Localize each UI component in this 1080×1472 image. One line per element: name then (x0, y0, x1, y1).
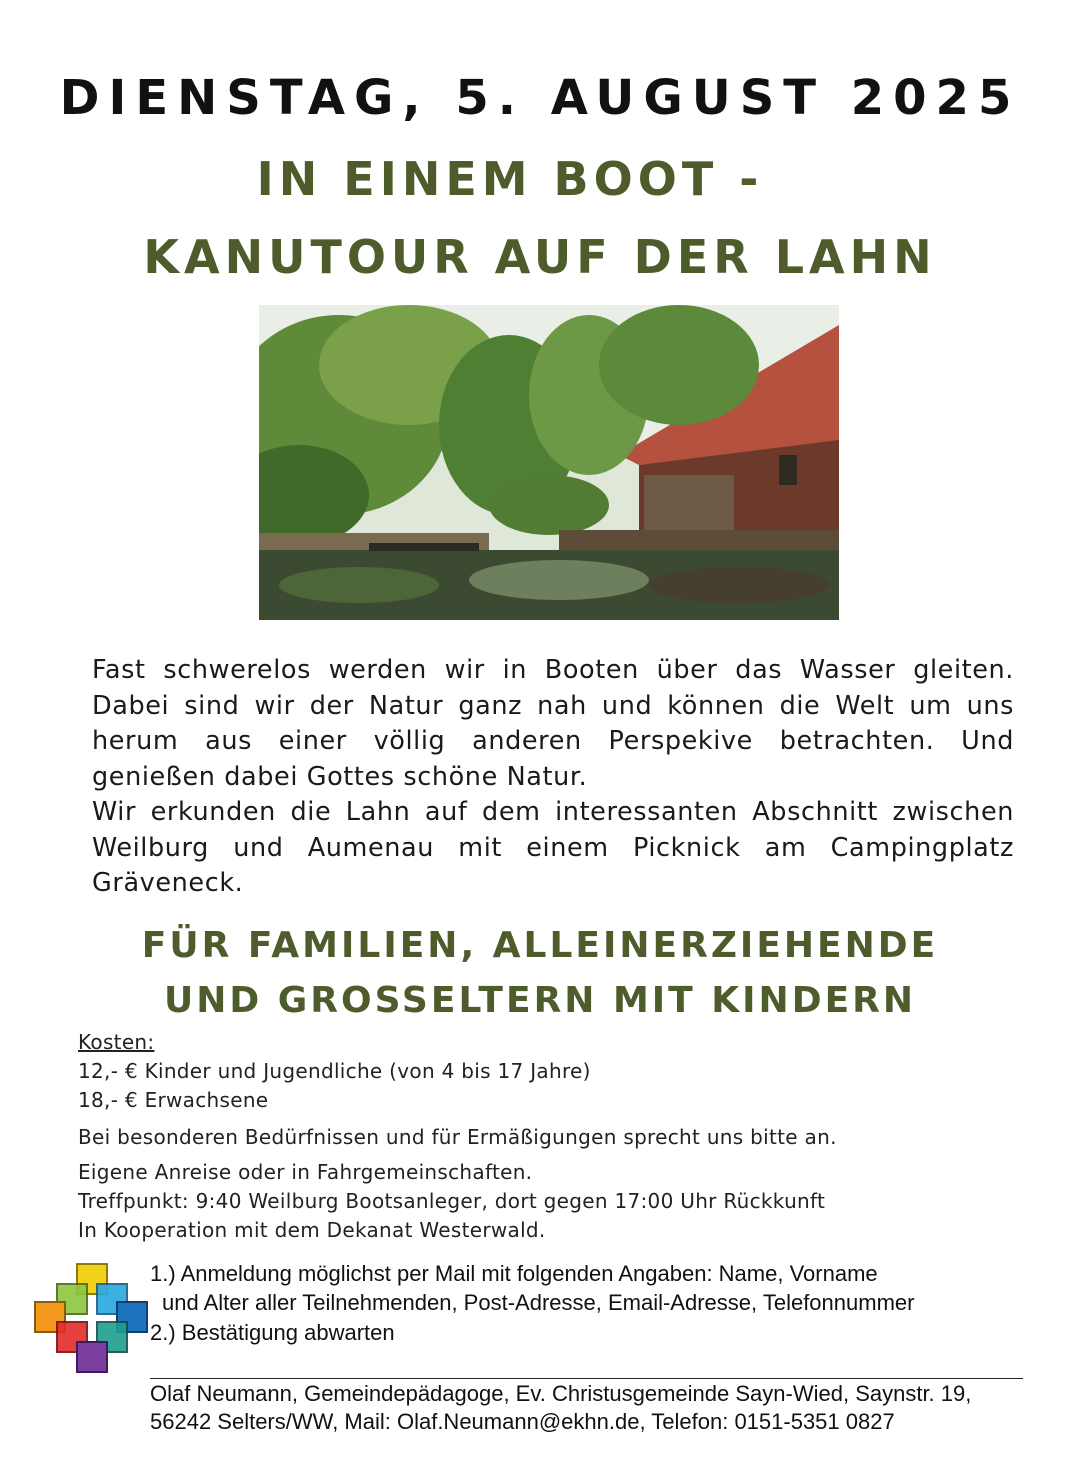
divider-line (150, 1378, 1023, 1379)
event-title-line2: KANUTOUR AUF DER LAHN (143, 230, 937, 284)
registration-step1-line2: und Alter aller Teilnehmenden, Post-Adresse, Email-Adresse, Telefonnummer (162, 1290, 915, 1315)
target-group-line1: FÜR FAMILIEN, ALLEINERZIEHENDE (141, 925, 939, 966)
travel-note: Eigene Anreise oder in Fahrgemeinschaften. (78, 1160, 533, 1184)
canal-landscape-photo (259, 305, 839, 620)
registration-step1-line1: 1.) Anmeldung möglichst per Mail mit folgenden Angaben: Name, Vorname (150, 1261, 878, 1286)
target-group-line2: UND GROSSELTERN MIT KINDERN (163, 980, 917, 1021)
intro-paragraph-1: Fast schwerelos werden wir in Booten über das Wasser gleiten. Dabei sind wir der Natur ganz nah und können die Welt um uns herum aus einer völlig anderen Perspekive betrachten. Und genießen dabei Gottes schöne Natur. (92, 655, 1014, 792)
cost-adults: 18,- € Erwachsene (78, 1088, 269, 1112)
event-title-line1: IN EINEM BOOT - (256, 152, 764, 206)
intro-text (92, 653, 1014, 902)
intro-paragraph-2: Wir erkunden die Lahn auf dem interessanten Abschnitt zwischen Weilburg und Aumenau mit einem Picknick am Campingplatz Gräveneck. (92, 797, 1014, 898)
contact-line2: 56242 Selters/WW, Mail: Olaf.Neumann@ekhn.de, Telefon: 0151-5351 0827 (150, 1409, 895, 1434)
cooperation-note: In Kooperation mit dem Dekanat Westerwald. (78, 1218, 546, 1242)
registration-step2: 2.) Bestätigung abwarten (150, 1320, 395, 1345)
meeting-point: Treffpunkt: 9:40 Weilburg Bootsanleger, dort gegen 17:00 Uhr Rückkunft (78, 1189, 826, 1213)
event-date: DIENSTAG, 5. AUGUST 2025 (59, 70, 1021, 126)
contact-line1: Olaf Neumann, Gemeindepädagoge, Ev. Christusgemeinde Sayn-Wied, Saynstr. 19, (150, 1381, 972, 1406)
costs-label: Kosten: (78, 1030, 155, 1054)
church-cross-logo-icon (33, 1262, 151, 1374)
discount-note: Bei besonderen Bedürfnissen und für Ermäßigungen sprecht uns bitte an. (78, 1125, 837, 1149)
cost-children: 12,- € Kinder und Jugendliche (von 4 bis 17 Jahre) (78, 1059, 591, 1083)
